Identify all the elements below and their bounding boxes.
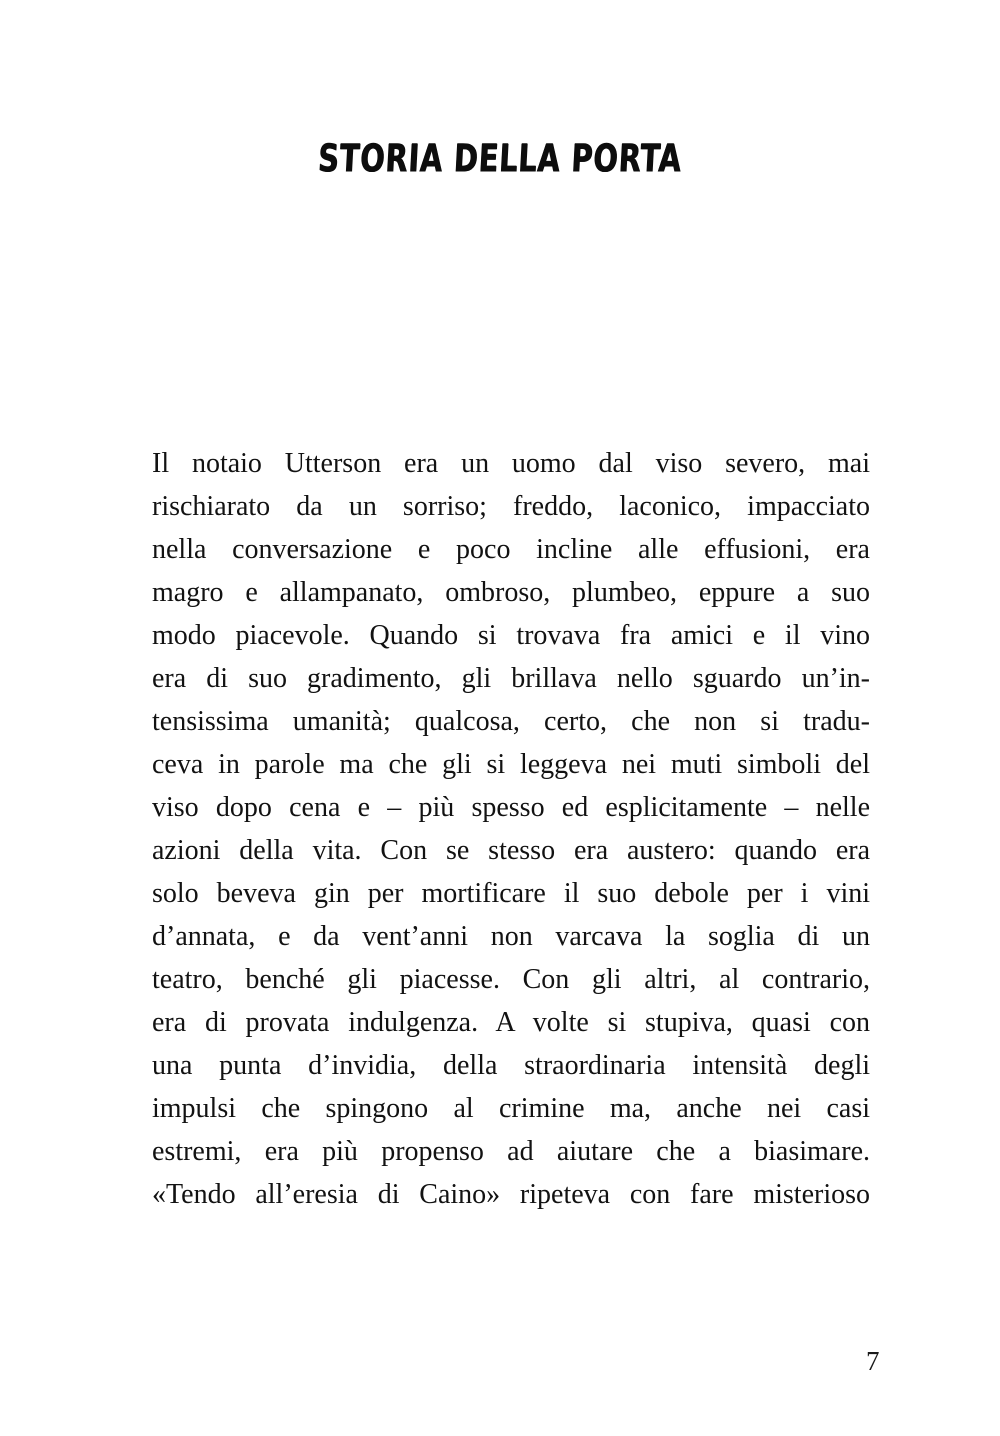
text-line: era di suo gradimento, gli brillava nello sguardo un’in- bbox=[152, 663, 870, 694]
text-line: Il notaio Utterson era un uomo dal viso severo, mai bbox=[152, 448, 870, 479]
text-line: nella conversazione e poco incline alle effusioni, era bbox=[152, 534, 870, 565]
text-line: «Tendo all’eresia di Caino» ripeteva con fare misterioso bbox=[152, 1179, 870, 1210]
text-line: modo piacevole. Quando si trovava fra amici e il vino bbox=[152, 620, 870, 651]
text-line: magro e allampanato, ombroso, plumbeo, eppure a suo bbox=[152, 577, 870, 608]
text-line: una punta d’invidia, della straordinaria intensità degli bbox=[152, 1050, 870, 1081]
text-line: impulsi che spingono al crimine ma, anche nei casi bbox=[152, 1093, 870, 1124]
text-line: azioni della vita. Con se stesso era austero: quando era bbox=[152, 835, 870, 866]
text-line: viso dopo cena e – più spesso ed esplicitamente – nelle bbox=[152, 792, 870, 823]
text-line: solo beveva gin per mortificare il suo debole per i vini bbox=[152, 878, 870, 909]
text-line: estremi, era più propenso ad aiutare che a biasimare. bbox=[152, 1136, 870, 1167]
text-line: rischiarato da un sorriso; freddo, laconico, impacciato bbox=[152, 491, 870, 522]
text-line: ceva in parole ma che gli si leggeva nei muti simboli del bbox=[152, 749, 870, 780]
page-number: 7 bbox=[866, 1346, 880, 1376]
body-paragraph bbox=[152, 442, 870, 1216]
chapter-title: STORIA DELLA PORTA bbox=[317, 136, 683, 180]
text-line: d’annata, e da vent’anni non varcava la soglia di un bbox=[152, 921, 870, 952]
text-line: teatro, benché gli piacesse. Con gli altri, al contrario, bbox=[152, 964, 870, 995]
text-line: era di provata indulgenza. A volte si stupiva, quasi con bbox=[152, 1007, 870, 1038]
text-line: tensissima umanità; qualcosa, certo, che non si tradu- bbox=[152, 706, 870, 737]
